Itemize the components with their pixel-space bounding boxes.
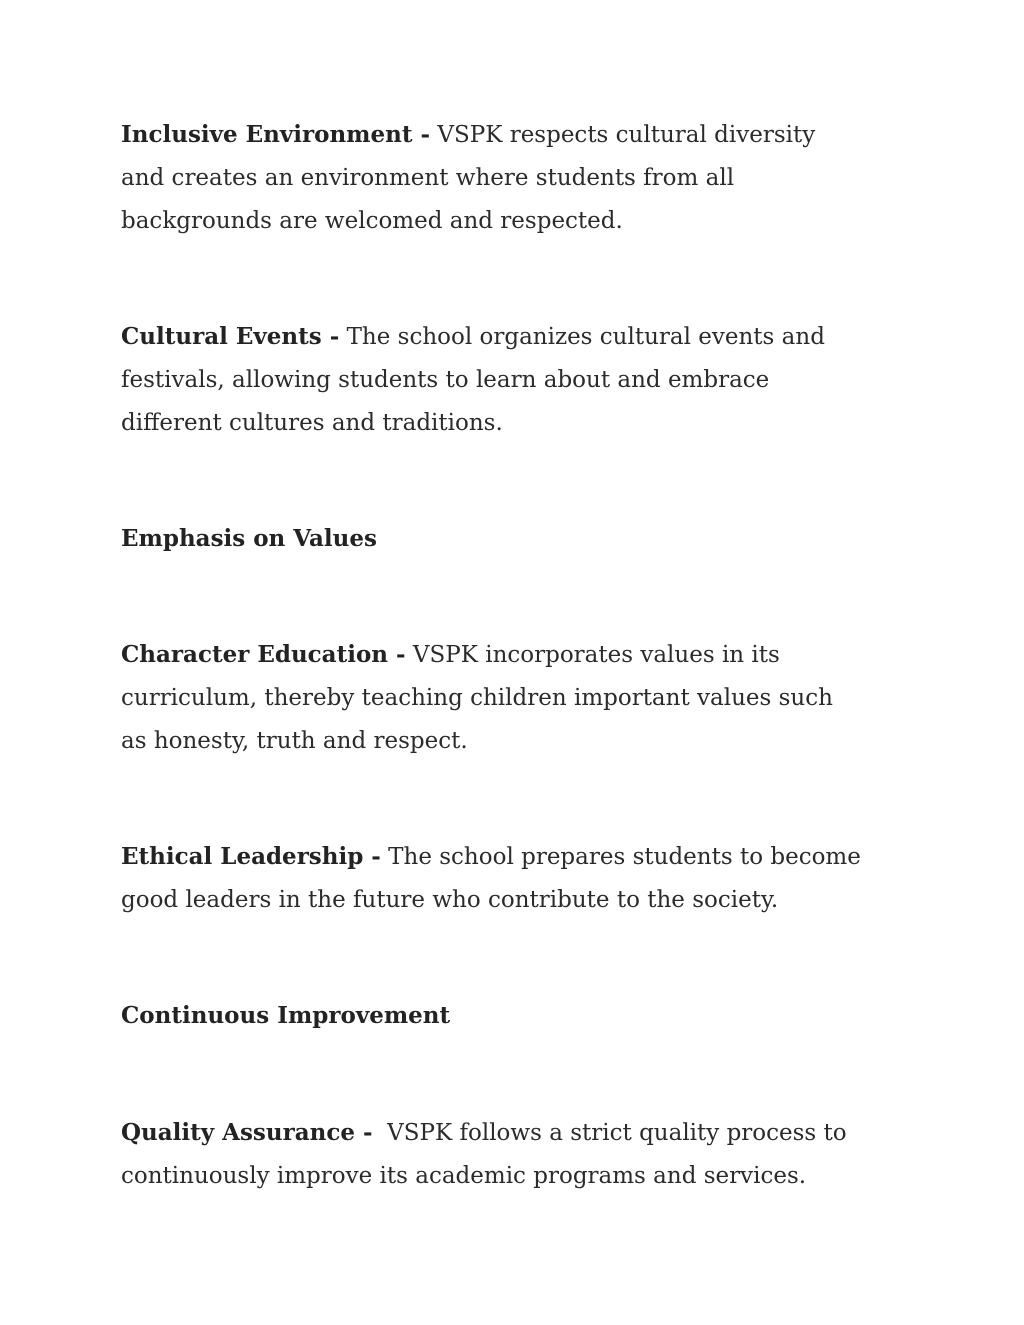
paragraph-inclusive-environment — [121, 113, 861, 243]
term-quality-assurance: Quality Assurance - — [121, 1119, 373, 1146]
paragraph-character-education — [121, 633, 861, 763]
description-character-education: VSPK incorporates values in its curriculum, thereby teaching children important values such as honesty, truth and respect. — [121, 642, 833, 754]
paragraph-ethical-leadership — [121, 835, 861, 922]
description-quality-assurance: VSPK follows a strict quality process to continuously improve its academic programs and services. — [121, 1120, 854, 1189]
description-cultural-events: The school organizes cultural events and festivals, allowing students to learn about and embrace different cultures and traditions. — [121, 324, 825, 436]
section-heading-emphasis-on-values: Emphasis on Values — [121, 525, 377, 552]
paragraph-cultural-events — [121, 315, 861, 445]
description-ethical-leadership: The school prepares students to become good leaders in the future who contribute to the society. — [121, 844, 861, 913]
term-inclusive-environment: Inclusive Environment - — [121, 121, 431, 148]
term-ethical-leadership: Ethical Leadership - — [121, 843, 381, 870]
term-cultural-events: Cultural Events - — [121, 323, 340, 350]
description-inclusive-environment: VSPK respects cultural diversity and creates an environment where students from all backgrounds are welcomed and respected. — [121, 122, 816, 234]
section-heading-continuous-improvement: Continuous Improvement — [121, 1002, 451, 1029]
term-character-education: Character Education - — [121, 641, 406, 668]
paragraph-quality-assurance — [121, 1111, 861, 1198]
